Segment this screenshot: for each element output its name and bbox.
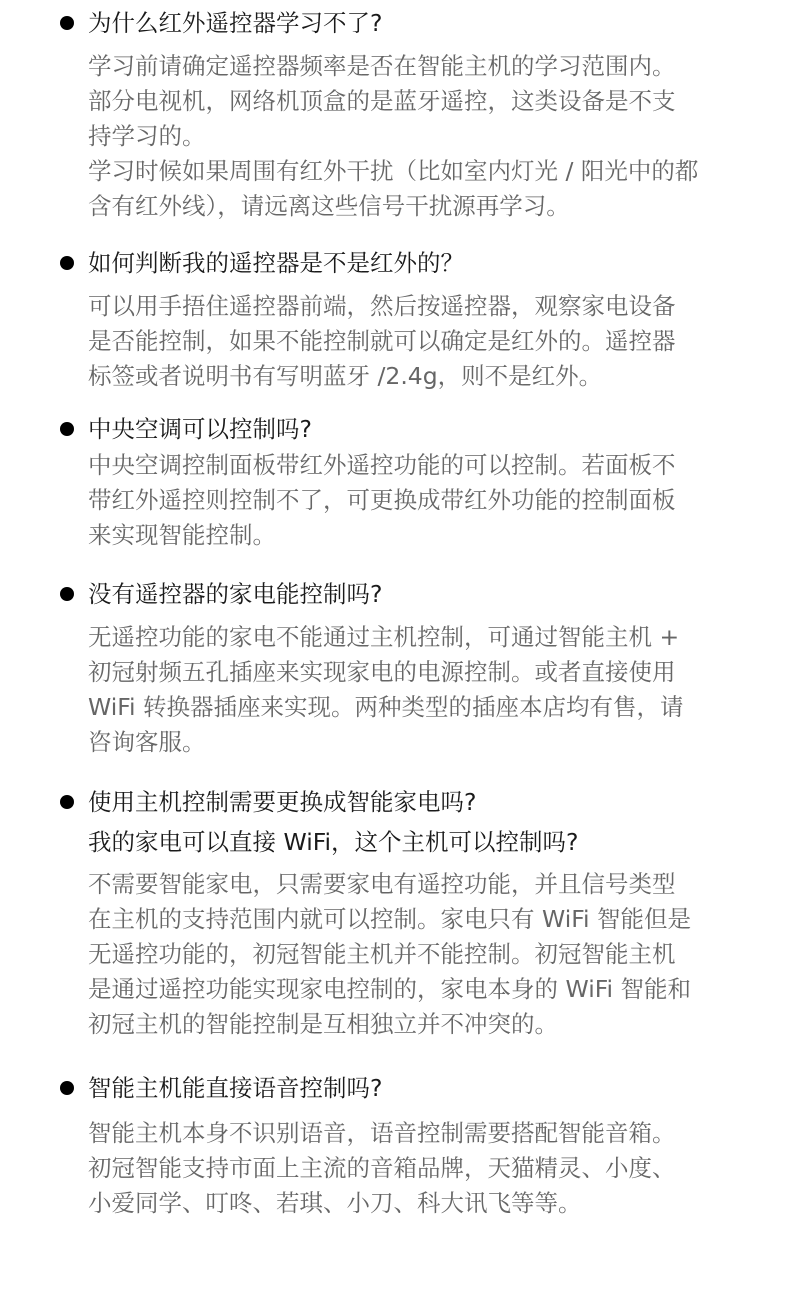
bullet-dot-icon xyxy=(60,256,74,270)
faq-question: 使用主机控制需要更换成智能家电吗? xyxy=(88,788,477,816)
faq-question: 智能主机能直接语音控制吗? xyxy=(88,1074,383,1102)
faq-answer-line: 无遥控功能的家电不能通过主机控制，可通过智能主机 + xyxy=(88,623,680,651)
faq-answer-line: 无遥控功能的，初冠智能主机并不能控制。初冠智能主机 xyxy=(88,940,676,968)
faq-answer-line: 标签或者说明书有写明蓝牙 /2.4g，则不是红外。 xyxy=(88,362,603,390)
faq-answer-line: 不需要智能家电，只需要家电有遥控功能，并且信号类型 xyxy=(88,870,676,898)
faq-answer-line: 初冠主机的智能控制是互相独立并不冲突的。 xyxy=(88,1010,558,1038)
faq-answer-line: 在主机的支持范围内就可以控制。家电只有 WiFi 智能但是 xyxy=(88,905,692,933)
bullet-dot-icon xyxy=(60,1081,74,1095)
faq-answer-line: 是否能控制，如果不能控制就可以确定是红外的。遥控器 xyxy=(88,327,676,355)
faq-answer-line: 部分电视机，网络机顶盒的是蓝牙遥控，这类设备是不支 xyxy=(88,87,676,115)
bullet-dot-icon xyxy=(60,422,74,436)
faq-answer-line: 是通过遥控功能实现家电控制的，家电本身的 WiFi 智能和 xyxy=(88,975,692,1003)
faq-answer-line: 小爱同学、叮咚、若琪、小刀、科大讯飞等等。 xyxy=(88,1189,582,1217)
faq-question: 中央空调可以控制吗? xyxy=(88,415,312,443)
faq-answer-line: 学习前请确定遥控器频率是否在智能主机的学习范围内。 xyxy=(88,52,676,80)
faq-answer-line: WiFi 转换器插座来实现。两种类型的插座本店均有售，请 xyxy=(88,693,684,721)
faq-answer-line: 初冠智能支持市面上主流的音箱品牌，天猫精灵、小度、 xyxy=(88,1154,676,1182)
faq-answer-line: 可以用手捂住遥控器前端，然后按遥控器，观察家电设备 xyxy=(88,292,676,320)
faq-answer-line: 中央空调控制面板带红外遥控功能的可以控制。若面板不 xyxy=(88,451,676,479)
faq-answer-line: 持学习的。 xyxy=(88,122,206,150)
faq-answer-line: 初冠射频五孔插座来实现家电的电源控制。或者直接使用 xyxy=(88,658,676,686)
faq-answer-line: 咨询客服。 xyxy=(88,728,206,756)
faq-answer-line: 来实现智能控制。 xyxy=(88,521,276,549)
faq-question: 如何判断我的遥控器是不是红外的？ xyxy=(88,249,464,277)
faq-answer-line: 带红外遥控则控制不了，可更换成带红外功能的控制面板 xyxy=(88,486,676,514)
bullet-dot-icon xyxy=(60,16,74,30)
faq-question: 没有遥控器的家电能控制吗? xyxy=(88,580,383,608)
faq-answer-line: 学习时候如果周围有红外干扰（比如室内灯光 / 阳光中的都 xyxy=(88,157,699,185)
faq-answer-line: 含有红外线），请远离这些信号干扰源再学习。 xyxy=(88,192,570,220)
faq-question: 为什么红外遥控器学习不了? xyxy=(88,9,383,37)
bullet-dot-icon xyxy=(60,587,74,601)
faq-answer-line: 智能主机本身不识别语音，语音控制需要搭配智能音箱。 xyxy=(88,1119,676,1147)
bullet-dot-icon xyxy=(60,795,74,809)
faq-question-line-2: 我的家电可以直接 WiFi，这个主机可以控制吗? xyxy=(88,828,579,856)
